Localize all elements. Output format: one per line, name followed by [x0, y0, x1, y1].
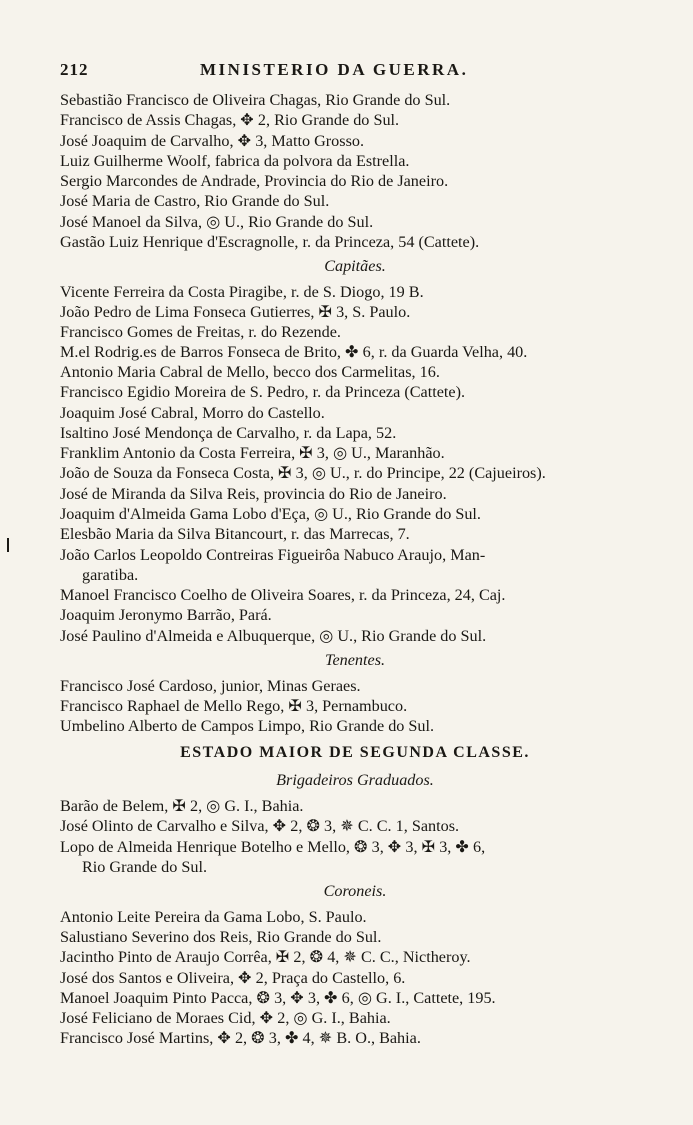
margin-mark: [7, 538, 9, 552]
text-line: Gastão Luiz Henrique d'Escragnolle, r. da Princeza, 54 (Cattete).: [60, 233, 480, 251]
text-line: José dos Santos e Oliveira, ✥ 2, Praça do Castello, 6.: [60, 969, 406, 987]
text-line: Franklim Antonio da Costa Ferreira, ✠ 3, ◎ U., Maranhão.: [60, 444, 445, 462]
page-number: 212: [60, 60, 89, 79]
page-header: [60, 60, 650, 82]
text-line: José Olinto de Carvalho e Silva, ✥ 2, ❂ 3, ✵ C. C. 1, Santos.: [60, 817, 460, 835]
text-line: Sebastião Francisco de Oliveira Chagas, Rio Grande do Sul.: [60, 91, 451, 109]
section-title: ESTADO MAIOR DE SEGUNDA CLASSE.: [180, 744, 530, 761]
text-line: João Pedro de Lima Fonseca Gutierres, ✠ 3, S. Paulo.: [60, 303, 411, 321]
text-line: José Joaquim de Carvalho, ✥ 3, Matto Grosso.: [60, 132, 365, 150]
text-line: João Carlos Leopoldo Contreiras Figueirôa Nabuco Araujo, Man-: [60, 546, 486, 564]
text-line: Joaquim José Cabral, Morro do Castello.: [60, 404, 325, 422]
text-line: Isaltino José Mendonça de Carvalho, r. da Lapa, 52.: [60, 424, 397, 442]
text-line: Francisco Gomes de Freitas, r. do Rezende.: [60, 323, 341, 341]
section-heading: Brigadeiros Graduados.: [276, 771, 434, 789]
text-line: Jacintho Pinto de Araujo Corrêa, ✠ 2, ❂ 4, ✵ C. C., Nictheroy.: [60, 948, 471, 966]
text-line: Joaquim Jeronymo Barrão, Pará.: [60, 606, 272, 624]
text-line: José Feliciano de Moraes Cid, ✥ 2, ◎ G. I., Bahia.: [60, 1009, 391, 1027]
text-line: Luiz Guilherme Woolf, fabrica da polvora da Estrella.: [60, 152, 410, 170]
text-line: Antonio Maria Cabral de Mello, becco dos Carmelitas, 16.: [60, 363, 440, 381]
section-heading: Capitães.: [324, 257, 386, 275]
text-line: João de Souza da Fonseca Costa, ✠ 3, ◎ U., r. do Principe, 22 (Cajueiros).: [60, 464, 546, 482]
text-line: Lopo de Almeida Henrique Botelho e Mello, ❂ 3, ✥ 3, ✠ 3, ✤ 6,: [60, 838, 486, 856]
section-heading: Tenentes.: [324, 651, 386, 669]
text-line: Antonio Leite Pereira da Gama Lobo, S. Paulo.: [60, 908, 367, 926]
section-heading: Coroneis.: [323, 882, 387, 900]
text-line: José Maria de Castro, Rio Grande do Sul.: [60, 192, 330, 210]
text-line: Joaquim d'Almeida Gama Lobo d'Eça, ◎ U., Rio Grande do Sul.: [60, 505, 481, 523]
text-line: Francisco de Assis Chagas, ✥ 2, Rio Grande do Sul.: [60, 111, 400, 129]
text-line: M.el Rodrig.es de Barros Fonseca de Brito, ✤ 6, r. da Guarda Velha, 40.: [60, 343, 528, 361]
text-line: Salustiano Severino dos Reis, Rio Grande do Sul.: [60, 928, 382, 946]
text-line: Manoel Francisco Coelho de Oliveira Soares, r. da Princeza, 24, Caj.: [60, 586, 506, 604]
text-line: José de Miranda da Silva Reis, provincia do Rio de Janeiro.: [60, 485, 447, 503]
text-line: José Paulino d'Almeida e Albuquerque, ◎ U., Rio Grande do Sul.: [60, 627, 487, 645]
text-line: Umbelino Alberto de Campos Limpo, Rio Grande do Sul.: [60, 717, 435, 735]
running-title: MINISTERIO DA GUERRA.: [200, 60, 469, 79]
text-line: Rio Grande do Sul.: [82, 858, 207, 876]
text-line: Francisco José Martins, ✥ 2, ❂ 3, ✤ 4, ✵ B. O., Bahia.: [60, 1029, 421, 1047]
text-line: José Manoel da Silva, ◎ U., Rio Grande do Sul.: [60, 213, 374, 231]
text-line: Vicente Ferreira da Costa Piragibe, r. de S. Diogo, 19 B.: [60, 283, 424, 301]
text-line: Elesbão Maria da Silva Bitancourt, r. das Marrecas, 7.: [60, 525, 410, 543]
text-line: Manoel Joaquim Pinto Pacca, ❂ 3, ✥ 3, ✤ 6, ◎ G. I., Cattete, 195.: [60, 989, 496, 1007]
text-line: garatiba.: [82, 566, 139, 584]
text-line: Francisco José Cardoso, junior, Minas Geraes.: [60, 677, 361, 695]
text-line: Barão de Belem, ✠ 2, ◎ G. I., Bahia.: [60, 797, 304, 815]
text-line: Sergio Marcondes de Andrade, Provincia do Rio de Janeiro.: [60, 172, 449, 190]
text-line: Francisco Egidio Moreira de S. Pedro, r. da Princeza (Cattete).: [60, 383, 466, 401]
text-line: Francisco Raphael de Mello Rego, ✠ 3, Pernambuco.: [60, 697, 408, 715]
